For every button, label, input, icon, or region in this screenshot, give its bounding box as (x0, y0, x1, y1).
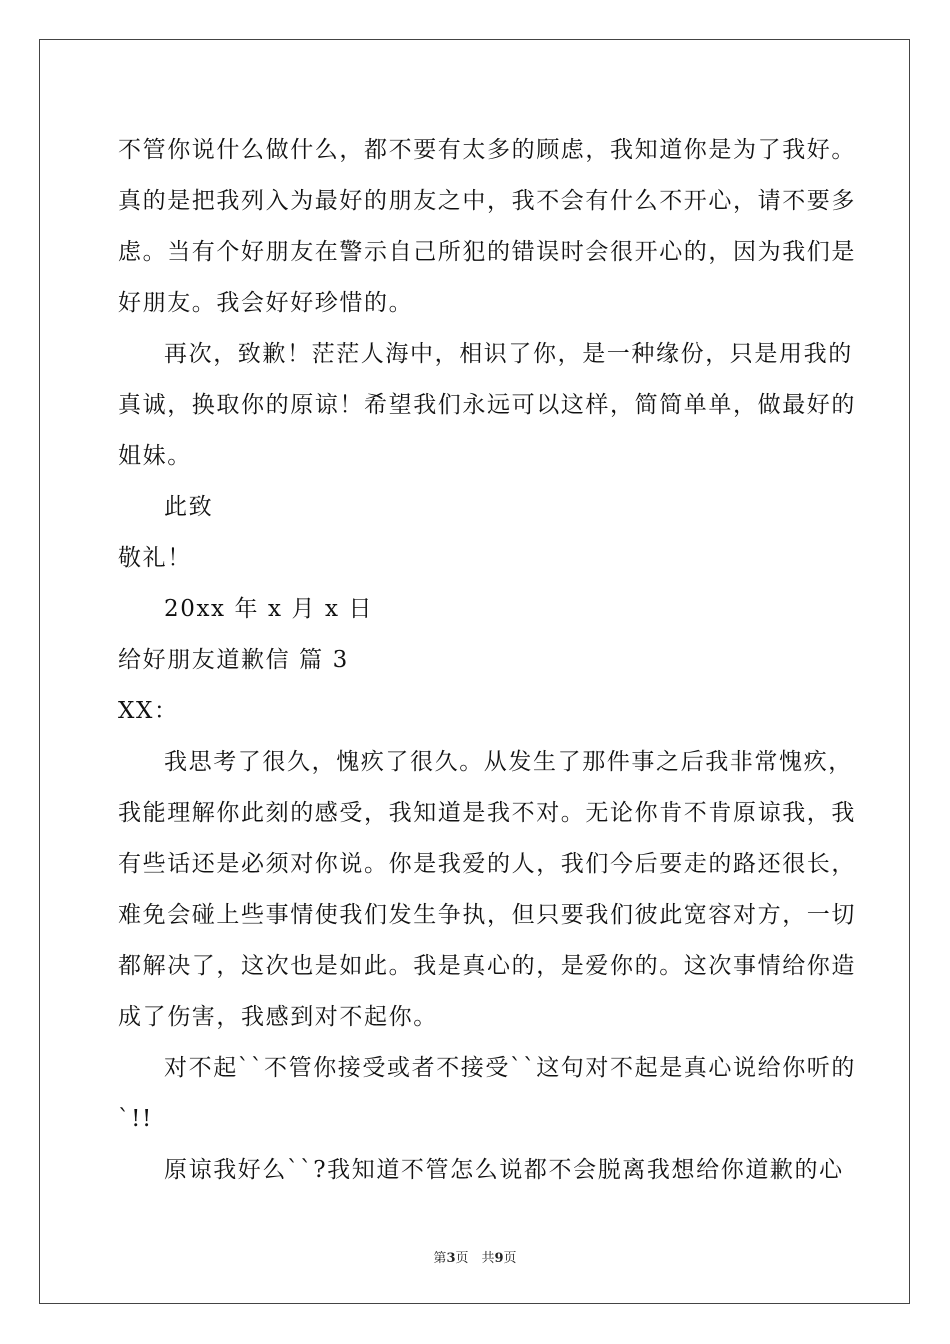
text-line: 真诚，换取你的原谅！希望我们永远可以这样，简简单单，做最好的 (118, 392, 856, 418)
text-line: 我思考了很久，愧疚了很久。从发生了那件事之后我非常愧疚， (164, 749, 853, 775)
total-pages-number: 9 (494, 1251, 504, 1266)
salute-line: 敬礼！ (118, 545, 192, 571)
text-line: 姐妹。 (118, 443, 192, 469)
text-line: 再次，致歉！茫茫人海中，相识了你，是一种缘份，只是用我的 (164, 341, 853, 367)
text-line: 对不起``不管你接受或者不接受``这句对不起是真心说给你听的 (164, 1055, 856, 1081)
footer-prefix: 第 (433, 1251, 447, 1266)
text-line: 我能理解你此刻的感受，我知道是我不对。无论你肯不肯原谅我，我 (118, 800, 856, 826)
text-line: 好朋友。我会好好珍惜的。 (118, 290, 414, 316)
footer-suffix: 页 (503, 1251, 517, 1266)
text-line: 真的是把我列入为最好的朋友之中，我不会有什么不开心，请不要多 (118, 188, 856, 214)
text-line: 虑。当有个好朋友在警示自己所犯的错误时会很开心的，因为我们是 (118, 239, 856, 265)
addressee-line: XX： (118, 698, 179, 724)
footer-mid: 页 共 (455, 1251, 495, 1266)
text-line: 不管你说什么做什么，都不要有太多的顾虑，我知道你是为了我好。 (118, 137, 856, 163)
page-footer (0, 1247, 950, 1266)
section-heading: 给好朋友道歉信 篇 3 (118, 647, 349, 673)
text-line: 难免会碰上些事情使我们发生争执，但只要我们彼此宽容对方，一切 (118, 902, 856, 928)
text-line: `!! (118, 1106, 153, 1132)
document-body (118, 125, 856, 1196)
closing-line: 此致 (164, 494, 214, 520)
text-line: 有些话还是必须对你说。你是我爱的人，我们今后要走的路还很长， (118, 851, 856, 877)
text-line: 原谅我好么``?我知道不管怎么说都不会脱离我想给你道歉的心 (164, 1157, 844, 1183)
text-line: 成了伤害，我感到对不起你。 (118, 1004, 438, 1030)
text-line: 都解决了，这次也是如此。我是真心的，是爱你的。这次事情给你造 (118, 953, 856, 979)
current-page-number: 3 (446, 1251, 456, 1266)
date-line: 20xx 年 x 月 x 日 (164, 596, 374, 622)
